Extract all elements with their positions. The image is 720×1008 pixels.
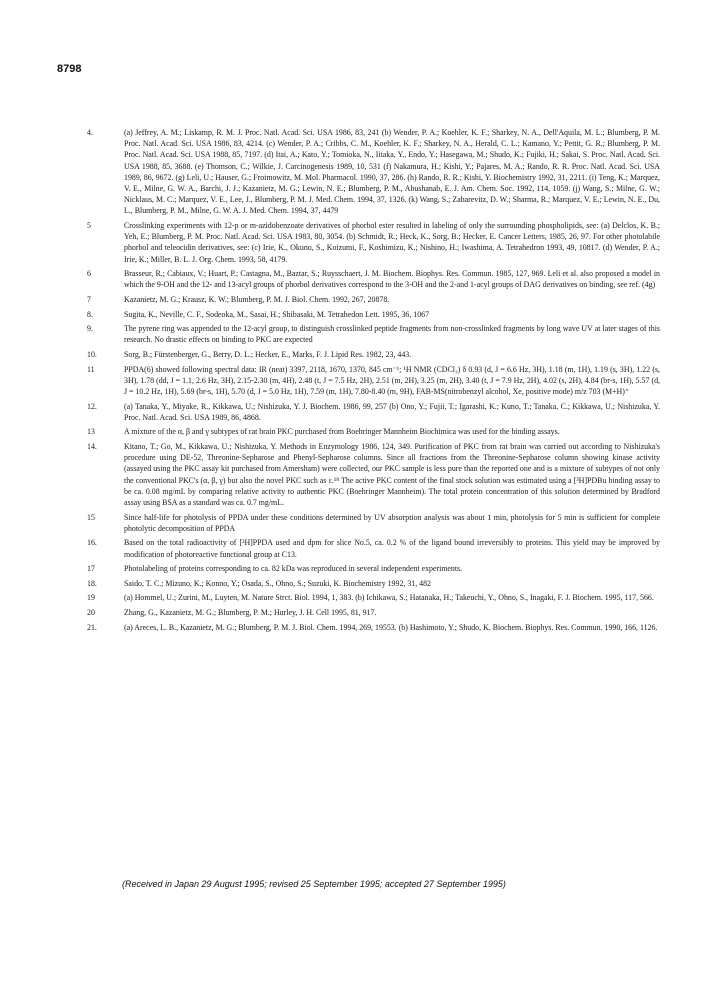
reference-number: 13 <box>87 427 95 437</box>
reference-text: Photolabeling of proteins corresponding to ca. 82 kDa was reproduced in several independent experiments. <box>124 564 463 574</box>
reference-list <box>87 127 660 636</box>
reference-number: 8. <box>87 309 93 319</box>
reference-text: The pyrene ring was appended to the 12-acyl group, to distinguish crosslinked peptide fragments from non-crosslinked fragments by long wave UV at later stages of this research. No drastic effects on binding to PKC are expected <box>124 324 660 345</box>
reference-item <box>87 592 660 603</box>
reference-item <box>87 309 660 320</box>
reference-number: 9. <box>87 324 93 334</box>
reference-item <box>87 441 660 508</box>
reference-text: Since half-life for photolysis of PPDA under these conditions determined by UV absorption analysis was about 1 min, photolysis for 5 min is sufficient for complete photolytic decomposition of PPDA <box>124 512 660 533</box>
reference-item <box>87 127 660 217</box>
reference-item <box>87 364 660 398</box>
reference-item <box>87 578 660 589</box>
reference-number: 12. <box>87 401 97 411</box>
reference-item <box>87 622 660 633</box>
reference-number: 19 <box>87 593 95 603</box>
reference-number: 16. <box>87 538 97 548</box>
reference-text: (a) Jeffrey, A. M.; Liskamp, R. M. J. Proc. Natl. Acad. Sci. USA 1986, 83, 241 (b) Wender, P. A.; Koehler, K. F.; Sharkey, N. A., Dell'Aquila, M. L.; Blumberg, P. M. Proc. Natl. Acad. Sci. USA 1986, 83, 4214. (c) Wender, P. A.; Cribbs, C. M., Koehler, K. F.; Sharkey, N. A., Herald, C. L.; Kamano, Y.; Pettit, G. R.; Blumberg, P. M. Proc. Natl. Acad. Sci. USA 1988, 85, 7197. (d) Itai, A.; Kato, Y.; Tomioka, N., Iitaka, Y., Endo, Y.; Hasegawa, M.; Shudo, K.; Fujiki, H.; Sakai, S. Proc. Natl. Acad. Sci. USA 1988, 85, 3688. (e) Thomson, C.; Wilkie, J. Carcinogenesis 1989, 10, 531 (f) Nakamura, H.; Kishi, Y.; Pajares, M. A.; Rando, R. R. Proc. Natl. Acad. Sci. USA 1989, 86, 9672. (g) Leli, U.; Hauser, G.; Froimowitz, M. Mol. Pharmacol. 1990, 37, 286. (h) Rando, R. R.; Kishi, Y. Biochemistry 1992, 31, 2211. (i) Teng, K.; Marquez, V. E., Milne, G. W. A., Barchi, J. J.; Kazanietz, M. G.; Lewin, N. E.; Blumberg, P. M., Abushanab, E. J. Am. Chem. Soc. 1992, 114, 1059. (j) Wang, S.; Milne, G. W.; Nicklaus, M. C.; Marquez, V. E., Lee, J., Blumberg, P. M. J. Med. Chem. 1994, 37, 1326. (k) Wang, S.; Zaharevitz, D. W.; Sharma, R.; Marquez, V. E.; Lewin, N. E., Du, L., Blumberg, P. M., Milne, G. W. A. J. Med. Chem. 1994, 37, 4479 <box>124 128 660 216</box>
reference-number: 15 <box>87 512 95 522</box>
reference-item <box>87 512 660 534</box>
reference-text: Based on the total radioactivity of [³H]PPDA used and dpm for slice No.5, ca. 0.2 % of the ligand bound irreversibly to proteins. This yield may be improved by modification of photoreactive functional group at C13. <box>124 538 660 559</box>
reference-text: Zhang, G., Kazanietz, M. G.; Blumberg, P. M.; Hurley, J. H. Cell 1995, 81, 917. <box>124 607 377 617</box>
reference-text: Kazanietz, M. G.; Krausz, K. W.; Blumberg, P. M. J. Biol. Chem. 1992, 267, 20878. <box>124 295 390 305</box>
reference-item <box>87 607 660 618</box>
reference-number: 17 <box>87 564 95 574</box>
reference-text: Sorg, B.; Fürstenberger, G., Berry, D. L.; Hecker, E., Marks, F. J. Lipid Res. 1982, 23, 443. <box>124 350 412 359</box>
reference-text: Crosslinking experiments with 12-p or m-azidobenzoate derivatives of phorbol ester resulted in labeling of only the surrounding phospholipids, see: (a) Delclos, K. B.; Yeh, E.; Blumberg, P. M. Proc. Natl. Acad. Sci. USA 1983, 80, 3054. (b) Schmidt, R.; Heck, K., Sorg, B.; Hecker, E. Cancer Letters, 1985, 26, 97. For other photolabile phorbol and teleocidin derivatives, see: (c) Irie, K., Okuno, S., Koizumi, F., Koshimizu, K.; Nishino, H.; Iwashima, A. Tetrahedron 1993, 49, 10817. (d) Wender, P. A.; Irie, K.; Miller, B. L. J. Org. Chem. 1993, 58, 4179. <box>124 221 660 264</box>
reference-text: Saido, T. C.; Mizuno, K.; Konno, Y.; Osada, S., Ohno, S.; Suzuki, K. Biochemistry 1992, 31, 482 <box>124 578 432 588</box>
received-dates: (Received in Japan 29 August 1995; revised 25 September 1995; accepted 27 September 1995) <box>122 879 506 889</box>
reference-text: Sugita, K., Neville, C. F., Sodeoka, M., Sasai, H.; Shibasaki, M. Tetrahedon Lett. 1995, 36, 1067 <box>124 309 430 319</box>
reference-item <box>87 349 660 360</box>
reference-number: 7 <box>87 295 91 305</box>
reference-number: 5 <box>87 221 91 231</box>
reference-text: (a) Tanaka, Y., Miyake, R., Kikkawa, U.; Nishizuka, Y. J. Biochem. 1986, 99, 257 (b) Ono, Y.; Fujii, T.; Igarashi, K.; Kuno, T.; Tanaka, C.; Kikkawa, U.; Nishizuka, Y. Proc. Natl. Acad. Sci. USA 1989, 86, 4868. <box>124 401 660 422</box>
reference-item <box>87 294 660 305</box>
reference-item <box>87 323 660 345</box>
page-number: 8798 <box>57 63 82 75</box>
reference-number: 21. <box>87 622 97 632</box>
reference-item <box>87 563 660 574</box>
reference-text: (a) Areces, L. B., Kazanietz, M. G.; Blumberg, P. M. J. Biol. Chem. 1994, 269, 19553. (b) Hashimoto, Y.; Shudo, K. Biochem. Biophys. Res. Commun. 1990, 166, 1126. <box>124 622 658 632</box>
reference-item <box>87 268 660 290</box>
reference-item <box>87 220 660 265</box>
reference-number: 6 <box>87 269 91 279</box>
reference-number: 14. <box>87 441 97 451</box>
reference-number: 10. <box>87 350 97 359</box>
reference-item <box>87 426 660 437</box>
reference-text: Kitano, T.; Go, M., Kikkawa, U.; Nishizuka, Y. Methods in Enzymology 1986, 124, 349. Purification of PKC from rat brain was carried out according to Nishizuka's procedure using DE-52, Threonine-Sepharose and Phenyl-Sepharose columns. Since all fractions from the Threonine-Sepharose column showing kinase activity (assayed using the PKC assay kit purchased from Amersham) were collected, our PKC sample is less pure than the reported one and is a mixture of subtypes of not only the conventional PKC's (α, β, γ) but also the novel PKC such as ε.¹⁸ The active PKC content of the final stock solution was estimated using a [³H]PDBu binding assay to be ca. 0.08 mg/mL by comparing relative activity to authentic PKC (Boehringer Mannheim). The total protein concentration of this solution determined by Bradford assay using BSA as a standard was ca. 0.7 mg/mL. <box>124 441 660 507</box>
reference-number: 4. <box>87 128 93 137</box>
reference-number: 11 <box>87 364 95 374</box>
reference-item <box>87 537 660 559</box>
reference-text: A mixture of the α, β and γ subtypes of rat brain PKC purchased from Boehringer Mannheim Biochimica was used for the binding assays. <box>124 427 560 437</box>
reference-item <box>87 401 660 423</box>
reference-number: 20 <box>87 607 95 617</box>
reference-text: Brasseur, R.; Cabiaux, V.; Huart, P.; Castagna, M., Baztar, S.; Ruysschaert, J. M. Biochem. Biophys. Res. Commun. 1985, 127, 969. Leli et al. also proposed a model in which the 9-OH and the 12- and 13-acyl groups of phorbol derivatives correspond to the 3-OH and the 2-and 1-acyl groups of DAG derivatives on binding, see ref. (4g) <box>124 269 660 290</box>
reference-text: PPDA(6) showed following spectral data: IR (neat) 3397, 2118, 1670, 1370, 845 cm⁻¹; ¹H NMR (CDCl₃) δ 0.93 (d, J = 6.6 Hz, 3H), 1.18 (m, 1H), 1.19 (s, 3H), 1.22 (s, 3H), 1.78 (dd, J = 1.1, 2.6 Hz, 3H), 2.15-2.30 (m, 4H), 2.48 (t, J = 7.5 Hz, 2H), 2.51 (m, 2H), 3.25 (m, 2H), 3.40 (t, J = 7.9 Hz, 2H), 4.02 (s, 2H), 4.84 (br-s, 1H), 5.57 (d, J = 10.2 Hz, 1H), 5.69 (br-s, 1H), 5.70 (d, J = 5.0 Hz, 1H), 7.59 (m, 1H), 7.80-8.40 (m, 9H), FAB-MS(nitrobenzyl alcohol, Xe, positive mode) m/z 703 (M+H)⁺ <box>124 364 660 396</box>
reference-text: (a) Hommel, U.; Zurini, M., Luyten, M. Nature Strct. Biol. 1994, 1, 383. (b) Ichikawa, S.; Hatanaka, H.; Takeuchi, Y., Ohno, S., Inagaki, F. J. Biochem. 1995, 117, 566. <box>124 593 654 603</box>
reference-number: 18. <box>87 578 97 588</box>
